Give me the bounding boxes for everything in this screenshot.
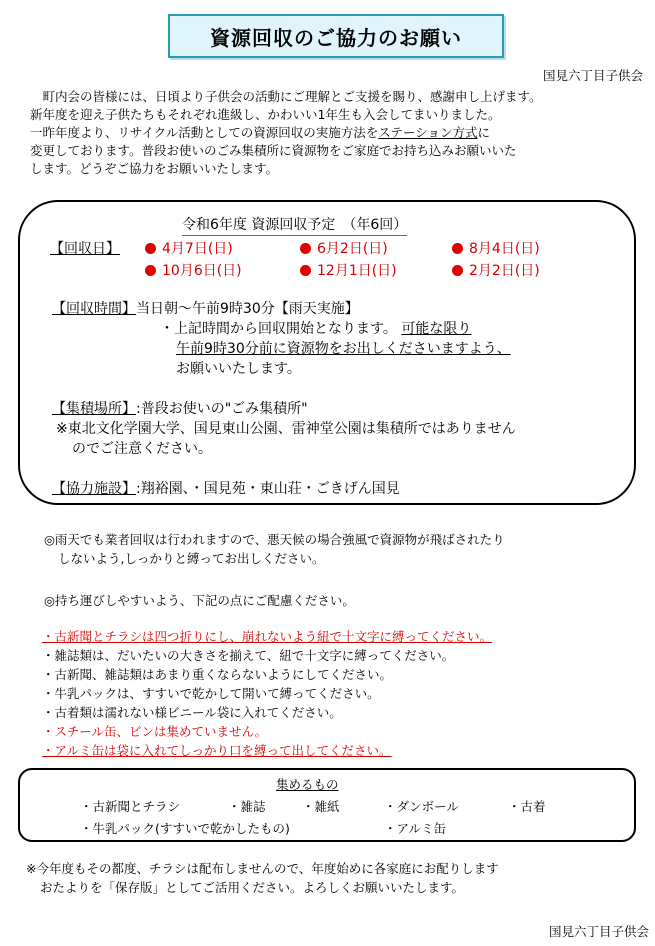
intro-line-4: 変更しております。普段お使いのごみ集積所に資源物をご家庭でお持ち込みお願いいた [30,143,517,158]
cooperating-facilities-label: 【協力施設】 [52,481,136,497]
red-dot-icon [452,243,463,254]
time-note-1: ・上記時間から回収開始となります。 可能な限り [160,321,472,337]
rain-note-line-2: しないよう,しっかりと縛ってお出しください。 [58,551,325,566]
rule-item: ・古新聞、雑誌類はあまり重くならないようにしてください。 [42,667,393,682]
collected-item: ・アルミ缶 [384,821,447,836]
footer-note-1: ※今年度もその都度、チラシは配布しませんので、年度始めに各家庭にお配りします [26,861,499,876]
collected-items-heading: 集めるもの [276,777,339,792]
date-item: 6月2日(日) [300,238,388,258]
collection-time-row: 【回収時間】当日朝～午前9時30分【雨天実施】 [52,301,359,317]
date-item: 10月6日(日) [145,260,242,280]
red-dot-icon [300,243,311,254]
rule-item: ・牛乳パックは、すすいで乾かして開いて縛ってください。 [42,686,380,701]
cooperating-facilities-row: 【協力施設】:翔裕園、・国見苑・東山荘・ごきげん国見 [52,481,400,497]
collection-date-label: 【回収日】 [50,241,120,257]
date-item: 12月1日(日) [300,260,397,280]
red-dot-icon [145,243,156,254]
station-method-text: ステーション方式 [378,125,478,140]
collection-place-label: 【集積場所】 [52,401,136,417]
rule-item: ・雑誌類は、だいたいの大きさを揃えて、紐で十文字に縛ってください。 [42,648,455,663]
collected-item: ・牛乳パック(すすいで乾かしたもの) [80,821,290,836]
date-item: 8月4日(日) [452,238,540,258]
time-note-3: お願いいたします。 [176,361,301,377]
red-dot-icon [300,265,311,276]
schedule-heading: 令和6年度 資源回収予定 （年6回） [182,214,407,236]
rain-note-line-1: ◎雨天でも業者回収は行われますので、悪天候の場合強風で資源物が飛ばされたり [44,532,505,547]
rule-item: ・アルミ缶は袋に入れてしっかり口を縛って出してください。 [42,743,392,758]
collected-item: ・ダンボール [384,799,459,814]
intro-line-1: 町内会の皆様には、日頃より子供会の活動にご理解とご支援を賜り、感謝申し上げます。 [30,89,542,104]
intro-line-5: します。どうぞご協力をお願いいたします。 [30,161,279,176]
date-item: 4月7日(日) [145,238,233,258]
intro-line-2: 新年度を迎え子供たちもそれぞれ進級し、かわいい1年生も入会してまいりました。 [30,107,501,122]
rule-item: ・古新聞とチラシは四つ折りにし、崩れないよう紐で十文字に縛ってください。 [42,629,493,644]
intro-paragraph [30,88,640,178]
carry-note: ◎持ち運びしやすいよう、下記の点にご配慮ください。 [44,593,355,608]
red-dot-icon [145,265,156,276]
place-note-2: のでご注意ください。 [72,441,212,457]
collected-item: ・古着 [508,799,546,814]
footer-note-2: おたよりを「保存版」としてご活用ください。よろしくお願いいたします。 [40,880,465,895]
org-name-top: 国見六丁目子供会 [542,68,643,83]
time-note-2: 午前9時30分前に資源物をお出しくださいますよう、 [176,341,511,357]
collection-time-label: 【回収時間】 [52,301,136,317]
intro-line-3: 一昨年度より、リサイクル活動としての資源回収の実施方法をステーション方式に [30,125,491,140]
rule-item: ・古着類は濡れない様ビニール袋に入れてください。 [42,705,342,720]
collected-item: ・雑誌 [228,799,266,814]
page-title: 資源回収のご協力のお願い [168,14,504,58]
collected-item: ・雑紙 [302,799,340,814]
collected-item: ・古新聞とチラシ [80,799,181,814]
collection-place-row: 【集積場所】:普段お使いの"ごみ集積所" [52,401,308,417]
rule-item: ・スチール缶、ビンは集めていません。 [42,724,268,739]
red-dot-icon [452,265,463,276]
place-note-1: ※東北文化学園大学、国見東山公園、雷神堂公園は集積所ではありません [56,421,516,437]
date-item: 2月2日(日) [452,260,540,280]
org-name-bottom: 国見六丁目子供会 [548,924,649,939]
